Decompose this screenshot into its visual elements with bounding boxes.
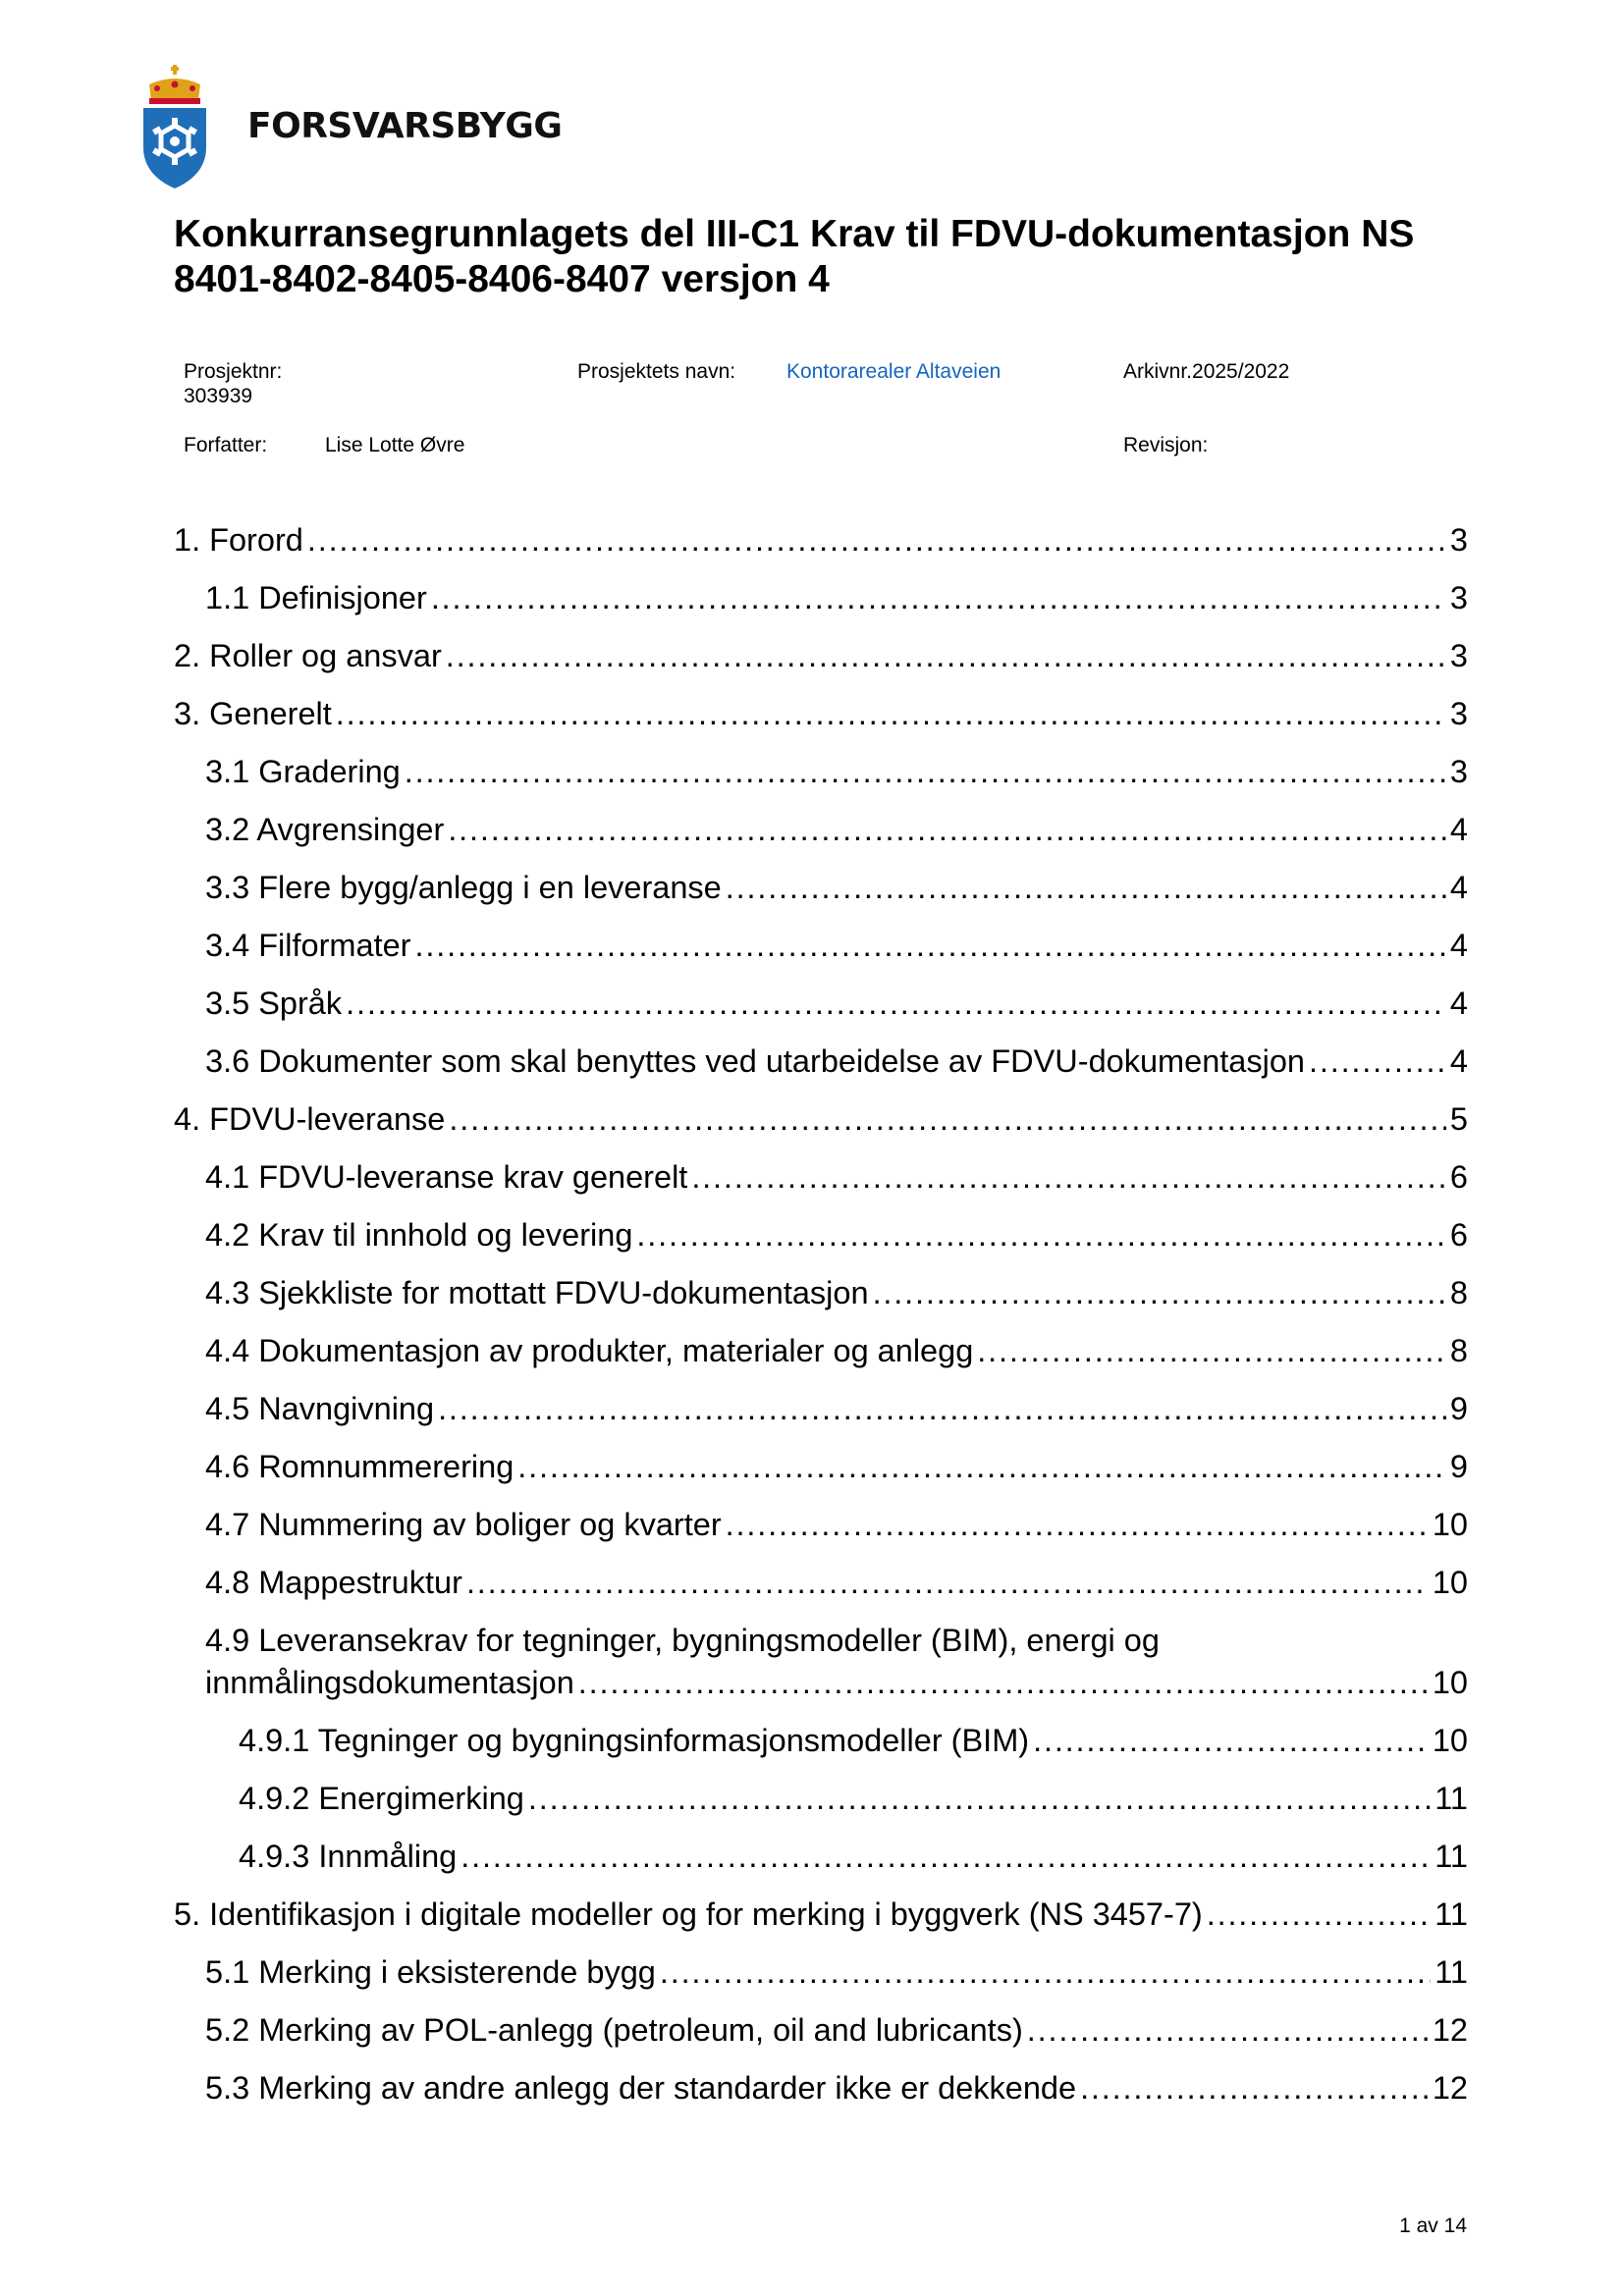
toc-entry-title: 4.9.2 Energimerking [239, 1781, 524, 1816]
toc-entry[interactable] [174, 2049, 1468, 2107]
toc-entry-title: 5.1 Merking i eksisterende bygg [205, 1954, 656, 1990]
toc-leader [1080, 2069, 1429, 2107]
toc-leader [517, 1448, 1446, 1485]
toc-entry[interactable] [174, 1543, 1468, 1601]
toc-leader [726, 869, 1446, 906]
toc-entry[interactable] [174, 674, 1468, 732]
toc-entry[interactable] [174, 790, 1468, 848]
toc-leader [1309, 1042, 1446, 1080]
author-value: Lise Lotte Øvre [325, 434, 465, 456]
toc-entry-title: 4.7 Nummering av boliger og kvarter [205, 1507, 722, 1542]
toc-entry-title-continued: innmålingsdokumentasjon [205, 1665, 574, 1700]
toc-entry-page: 8 [1449, 1275, 1468, 1310]
toc-entry[interactable] [174, 1601, 1468, 1701]
toc-entry[interactable] [174, 1369, 1468, 1427]
revision-label: Revisjon: [1123, 434, 1209, 456]
toc-leader [466, 1564, 1429, 1601]
project-number-label: Prosjektnr: [184, 360, 283, 383]
toc-entry[interactable] [174, 616, 1468, 674]
toc-entry-title: 4.9.1 Tegninger og bygningsinformasjonsmodeller (BIM) [239, 1723, 1030, 1758]
toc-leader [307, 521, 1446, 559]
toc-entry-page: 11 [1435, 1954, 1468, 1990]
toc-entry-title: 2. Roller og ansvar [174, 638, 442, 673]
toc-entry-page: 11 [1435, 1896, 1468, 1932]
toc-leader [636, 1216, 1446, 1254]
toc-entry-title: 4.2 Krav til innhold og levering [205, 1217, 633, 1253]
toc-entry[interactable] [174, 1759, 1468, 1817]
toc-entry[interactable] [174, 1991, 1468, 2049]
toc-entry-page: 4 [1449, 812, 1468, 847]
toc-entry-page: 10 [1432, 1723, 1468, 1758]
toc-leader [1207, 1896, 1432, 1933]
toc-entry[interactable] [174, 501, 1468, 559]
toc-entry[interactable] [174, 1080, 1468, 1138]
toc-leader [1033, 1722, 1429, 1759]
project-name-label: Prosjektets navn: [577, 360, 736, 383]
toc-leader [578, 1664, 1429, 1701]
toc-entry[interactable] [174, 1311, 1468, 1369]
toc-leader [405, 753, 1446, 790]
toc-leader [691, 1158, 1446, 1196]
toc-leader [1027, 2011, 1429, 2049]
toc-leader [438, 1390, 1446, 1427]
toc-entry[interactable] [174, 906, 1468, 964]
toc-entry[interactable] [174, 1254, 1468, 1311]
toc-entry-title: 1. Forord [174, 522, 303, 558]
toc-entry-title: 4.3 Sjekkliste for mottatt FDVU-dokumentasjon [205, 1275, 869, 1310]
toc-entry-page: 9 [1449, 1449, 1468, 1484]
project-name-link[interactable]: Kontorarealer Altaveien [786, 360, 1001, 383]
toc-entry-page: 6 [1449, 1217, 1468, 1253]
toc-entry-page: 4 [1449, 1043, 1468, 1079]
toc-entry-title: 5.2 Merking av POL-anlegg (petroleum, oil and lubricants) [205, 2012, 1023, 2048]
toc-entry[interactable] [174, 1485, 1468, 1543]
toc-entry-title: 3. Generelt [174, 696, 332, 731]
toc-leader [449, 1100, 1446, 1138]
toc-leader [448, 811, 1446, 848]
document-title: Konkurransegrunnlagets del III-C1 Krav til FDVU-dokumentasjon NS 8401-8402-8405-8406-8407 versjon 4 [174, 213, 1415, 300]
toc-entry-page: 10 [1432, 1565, 1468, 1600]
toc-entry-title: 4.1 FDVU-leveranse krav generelt [205, 1159, 688, 1195]
toc-entry-page: 5 [1449, 1101, 1468, 1137]
toc-entry-title: 3.3 Flere bygg/anlegg i en leveranse [205, 870, 722, 905]
toc-leader [415, 927, 1446, 964]
toc-leader [460, 1838, 1431, 1875]
toc-entry-page: 4 [1449, 986, 1468, 1021]
toc-entry[interactable] [174, 964, 1468, 1022]
toc-entry-title: 4.8 Mappestruktur [205, 1565, 462, 1600]
toc-entry-title: 3.2 Avgrensinger [205, 812, 445, 847]
toc-entry-title: 4.9.3 Innmåling [239, 1839, 458, 1874]
toc-entry[interactable] [174, 1875, 1468, 1933]
toc-entry-title: 3.1 Gradering [205, 754, 401, 789]
toc-entry-page: 4 [1449, 928, 1468, 963]
toc-entry-page: 4 [1449, 870, 1468, 905]
toc-entry[interactable] [174, 559, 1468, 616]
toc-entry[interactable] [174, 1933, 1468, 1991]
toc-entry[interactable] [174, 1022, 1468, 1080]
toc-entry-page: 3 [1449, 754, 1468, 789]
toc-entry-title: 1.1 Definisjoner [205, 580, 427, 615]
toc-leader [446, 637, 1446, 674]
toc-leader [336, 695, 1446, 732]
toc-entry-page: 9 [1449, 1391, 1468, 1426]
toc-leader [660, 1953, 1431, 1991]
toc-entry-page: 3 [1449, 638, 1468, 673]
toc-leader [346, 985, 1446, 1022]
toc-entry[interactable] [174, 1817, 1468, 1875]
toc-entry-title: 5. Identifikasjon i digitale modeller og for merking i byggverk (NS 3457-7) [174, 1896, 1203, 1932]
toc-entry-title: 4.9 Leveransekrav for tegninger, bygningsmodeller (BIM), energi og [205, 1623, 1160, 1658]
toc-entry[interactable] [174, 732, 1468, 790]
project-number [184, 359, 282, 408]
toc-entry-title: 4.4 Dokumentasjon av produkter, materialer og anlegg [205, 1333, 974, 1368]
toc-leader [726, 1506, 1429, 1543]
brand-name: FORSVARSBYGG [247, 106, 563, 146]
toc-entry-title: 3.6 Dokumenter som skal benyttes ved utarbeidelse av FDVU-dokumentasjon [205, 1043, 1305, 1079]
toc-entry[interactable] [174, 1427, 1468, 1485]
toc-entry[interactable] [174, 1196, 1468, 1254]
toc-entry-title: 5.3 Merking av andre anlegg der standarder ikke er dekkende [205, 2070, 1077, 2106]
toc-entry-page: 12 [1432, 2012, 1468, 2048]
toc-entry-page: 6 [1449, 1159, 1468, 1195]
toc-entry-page: 3 [1449, 580, 1468, 615]
toc-leader [977, 1332, 1446, 1369]
toc-entry-title: 4. FDVU-leveranse [174, 1101, 446, 1137]
forsvarsbygg-crest-icon [139, 65, 210, 190]
toc-entry[interactable] [174, 1138, 1468, 1196]
toc-entry-title: 4.6 Romnummerering [205, 1449, 514, 1484]
page-indicator: 1 av 14 [1399, 2215, 1467, 2237]
toc-leader [873, 1274, 1446, 1311]
archive-number: Arkivnr.2025/2022 [1123, 360, 1290, 383]
toc-entry-page: 3 [1449, 522, 1468, 558]
toc-entry-title: 3.4 Filformater [205, 928, 411, 963]
toc-entry[interactable] [174, 848, 1468, 906]
toc-entry[interactable] [174, 1701, 1468, 1759]
toc-entry-title: 3.5 Språk [205, 986, 343, 1021]
table-of-contents [174, 501, 1468, 2107]
toc-entry-page: 3 [1449, 696, 1468, 731]
toc-entry-page: 10 [1432, 1665, 1468, 1700]
toc-entry-title: 4.5 Navngivning [205, 1391, 435, 1426]
author-label: Forfatter: [184, 434, 268, 456]
toc-entry-page: 11 [1435, 1839, 1468, 1874]
toc-entry-page: 8 [1449, 1333, 1468, 1368]
toc-entry-page: 11 [1435, 1781, 1468, 1816]
toc-entry-page: 12 [1432, 2070, 1468, 2106]
toc-entry-page: 10 [1432, 1507, 1468, 1542]
toc-leader [431, 579, 1446, 616]
project-number-value: 303939 [184, 385, 253, 407]
toc-leader [528, 1780, 1431, 1817]
